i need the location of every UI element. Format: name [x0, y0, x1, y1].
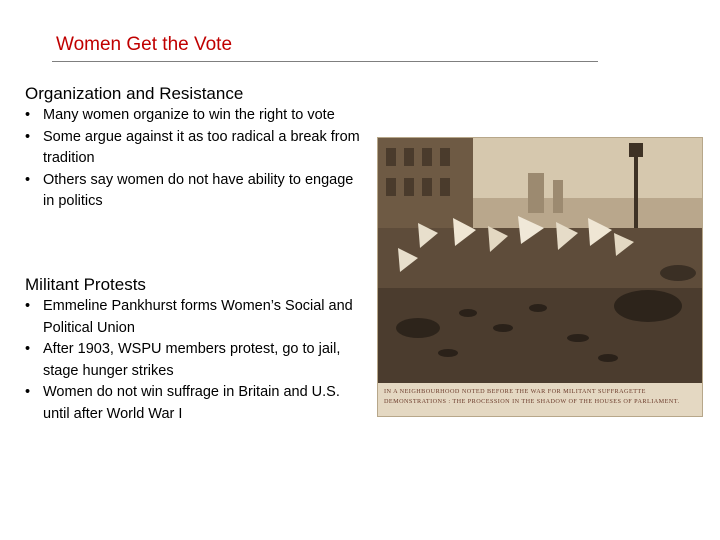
suffragette-procession-photo	[377, 137, 703, 417]
bullet-list	[25, 105, 360, 213]
bullet-text: Emmeline Pankhurst forms Women’s Social and Political Union	[43, 298, 353, 336]
bullet-item	[25, 296, 360, 339]
slide-title: Women Get the Vote	[56, 34, 233, 55]
bullet-item	[25, 382, 360, 425]
bullet-icon: •	[25, 384, 31, 400]
bullet-text: Many women organize to win the right to vote	[43, 107, 335, 123]
bullet-text: Some argue against it as too radical a break from tradition	[43, 128, 360, 166]
bullet-item	[25, 339, 360, 382]
bullet-item	[25, 127, 360, 170]
bullet-icon: •	[25, 298, 31, 314]
section-heading: Militant Protests	[25, 275, 146, 294]
section-militant	[25, 274, 360, 425]
bullet-item	[25, 105, 360, 127]
bullet-list	[25, 296, 360, 425]
caption-line: DEMONSTRATIONS : THE PROCESSION IN THE SHADOW OF THE HOUSES OF PARLIAMENT.	[384, 398, 680, 405]
bullet-icon: •	[25, 171, 31, 188]
bullet-icon: •	[25, 107, 31, 123]
bullet-text: Women do not win suffrage in Britain and U.S. until after World War I	[43, 384, 340, 422]
caption-line: IN A NEIGHBOURHOOD NOTED BEFORE THE WAR FOR MILITANT SUFFRAGETTE	[384, 388, 646, 395]
bullet-text: Others say women do not have ability to engage in politics	[43, 171, 354, 209]
bullet-item	[25, 170, 360, 213]
section-organization	[25, 83, 360, 213]
bullet-icon: •	[25, 128, 31, 145]
section-heading: Organization and Resistance	[25, 84, 244, 103]
bullet-icon: •	[25, 341, 31, 357]
title-underline	[52, 61, 598, 62]
photo-caption	[384, 387, 696, 407]
bullet-text: After 1903, WSPU members protest, go to jail, stage hunger strikes	[43, 341, 341, 379]
photo-illustration	[378, 138, 702, 416]
